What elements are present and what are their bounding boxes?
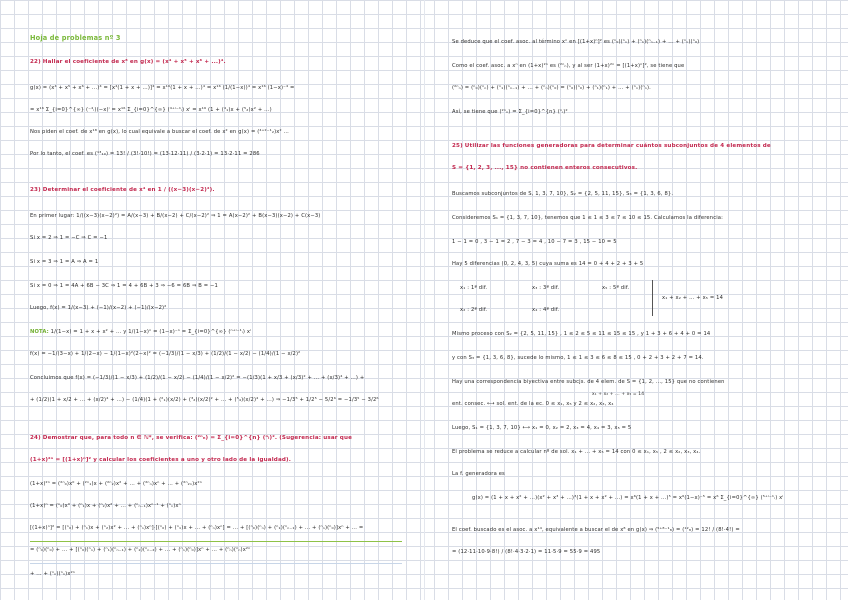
problem-22-line-1: g(x) = (x⁴ + x⁵ + x⁶ + ...)⁴ = [x⁴(1 + x + ...)]⁴ = x¹⁶(1 + x + ...)⁴ = x¹⁶ (1/(1−x))⁴ = x¹⁶ (1−x)⁻⁴ = bbox=[30, 85, 295, 91]
blue-underline bbox=[30, 563, 402, 564]
problem-24-statement-2: (1+x)²ⁿ = [(1+x)ⁿ]² y calcular los coeficientes a uno y otro lado de la igualdad). bbox=[30, 457, 292, 463]
problem-25-statement-2: S = {1, 2, 3, ..., 15} no contienen enteros consecutivos. bbox=[452, 165, 638, 171]
problem-23-line-4: Si x = 0 ⇒ 1 = 4A + 6B − 3C ⇒ 1 = 4 + 6B + 3 ⇒ −6 = 6B ⇒ B = −1 bbox=[30, 283, 218, 289]
problem-24-line-2: (1+x)ⁿ = (ⁿ₀)x⁰ + (ⁿ₁)x + (ⁿ₂)x² + ... + (ⁿₙ₋₁)xⁿ⁻¹ + (ⁿₙ)xⁿ bbox=[30, 503, 181, 509]
problem-25-line-9: Luego, S₁ = {1, 3, 7, 10} ⟷ x₁ = 0, x₂ = 2, x₃ = 4, x₄ = 3, x₅ = 5 bbox=[452, 425, 632, 431]
problem-23-line-7: Concluimos que f(x) = (−1/3)/(1 − x/3) + (1/2)/(1 − x/2) − (1/4)/(1 − x/2)² = −(1/3)(1 + x/3 + (x/3)² + ... + (x/3)⁴ + ...) + bbox=[30, 375, 365, 381]
problem-24-line-1: (1+x)²ⁿ = (²ⁿ₀)x⁰ + (²ⁿ₁)x + (²ⁿ₂)x² + ... + (²ⁿₙ)xⁿ + ... + (²ⁿ₂ₙ)x²ⁿ bbox=[30, 481, 202, 487]
problem-23-nota bbox=[30, 328, 251, 336]
problem-23-line-6: f(x) = −1/(3−x) + 1/(2−x) − 1/(1−x)²(2−x)² = (−1/3)/(1 − x/3) + (1/2)/(1 − x/2) − (1/4)/(1 − x/2)² bbox=[30, 351, 301, 357]
problem-23-line-5: Luego, f(x) = 1/(x−3) + (−1)/(x−2) + (−1)/(x−2)² bbox=[30, 305, 167, 311]
problem-25-line-1: Buscamos subconjuntos de S, 1, 3, 7, 10}, S₂ = {2, 5, 11, 15}, S₃ = {1, 3, 6, 8}. bbox=[452, 191, 674, 197]
problem-25-heading bbox=[452, 142, 771, 150]
problem-25-line-5: Mismo proceso con S₂ = {2, 5, 11, 15} , 1 ≤ 2 ≤ 5 ≤ 11 ≤ 15 ≤ 15 , y 1 + 3 + 6 + 4 + 0 = 14 bbox=[452, 331, 711, 337]
problem-23-heading bbox=[30, 186, 215, 194]
problem-25-line-6: y con S₃ = {1, 3, 6, 8}, sucede lo mismo, 1 ≤ 1 ≤ 3 ≤ 6 ≤ 8 ≤ 15 , 0 + 2 + 3 + 2 + 7 = 14. bbox=[452, 355, 704, 361]
problem-22-line-3: Nos piden el coef. de x¹⁸ en g(x), lo cual equivale a buscar el coef. de x² en g(x) = (⁴⁺²⁻¹₂)x² ... bbox=[30, 129, 289, 135]
problem-23-line-2: Si x = 2 ⇒ 1 = −C ⇒ C = −1 bbox=[30, 235, 108, 241]
green-underline bbox=[30, 541, 402, 542]
problem-24-statement: Demostrar que, para todo n ∈ ℕ*, se verifica: (²ⁿₙ) = Σ_{i=0}^{n} (ⁿᵢ)². (Sugerencia: usar que bbox=[42, 435, 353, 441]
problem-25-line-11: La f. generadora es bbox=[452, 471, 505, 477]
problem-25-line-2: Consideremos S₁ = {1, 3, 7, 10}, tenemos que 1 ≤ 1 ≤ 3 ≤ 7 ≤ 10 ≤ 15. Calculamos la diferencia: bbox=[452, 215, 724, 221]
diff-x4: x₄ : 4ª dif. bbox=[532, 307, 560, 313]
problem-23-line-8: + (1/2)(1 + x/2 + ... + (x/2)⁴ + ...) − (1/4)(1 + (²₁)(x/2) + (³₂)(x/2)² + ... + (⁵₄)(x/2)⁴ + ...) ⇒ −1/3⁵ + 1/2⁵ − 5/2⁶ = −1/3⁵ − 3/2⁶ bbox=[30, 397, 379, 403]
problem-22-number: 22) bbox=[30, 59, 41, 65]
problem-22-heading bbox=[30, 58, 226, 66]
problem-24-line-3: [(1+x)ⁿ]² = [(ⁿ₀) + (ⁿ₁)x + (ⁿ₂)x² + ... + (ⁿₙ)xⁿ]·[(ⁿ₀) + (ⁿ₁)x + ... + (ⁿₙ)xⁿ] = ... + [(ⁿ₀)(ⁿₙ) + (ⁿ₁)(ⁿₙ₋₁) + ... + (ⁿₙ)(ⁿ₀)]xⁿ + ... = bbox=[30, 525, 364, 531]
problem-22-line-2: = x¹⁶ Σ_{i=0}^{∞} (⁻⁴ᵢ)(−x)ⁱ = x¹⁶ Σ_{i=0}^{∞} (⁴⁺ⁱ⁻¹ᵢ) xⁱ = x¹⁶ (1 + (⁴₁)x + (⁵₂)x² + ...) bbox=[30, 107, 272, 113]
problem-25-line-4: Hay 5 diferencias (0, 2, 4, 3, 5) cuya suma es 14 = 0 + 4 + 2 + 3 + 5 bbox=[452, 261, 644, 267]
page-title: Hoja de problemas nº 3 bbox=[30, 34, 121, 42]
nota-text: 1/(1−x) = 1 + x + x² + ... y 1/(1−x)ⁿ = (1−x)⁻ⁿ = Σ_{i=0}^{∞} (ⁿ⁺ⁱ⁻¹ᵢ) xⁱ bbox=[50, 329, 252, 335]
problem-25-line-10: El problema se reduce a calcular nº de sol. x₁ + ... + x₅ = 14 con 0 ≤ x₁, x₅ , 2 ≤ x₂, x₃, x₄. bbox=[452, 449, 701, 455]
problem-23-number: 23) bbox=[30, 187, 41, 193]
nota-label: NOTA: bbox=[30, 329, 49, 335]
right-line-3: (²ⁿₙ) = (ⁿ₀)(ⁿₙ) + (ⁿ₁)(ⁿₙ₋₁) + ... + (ⁿₙ)(ⁿ₀) = (ⁿ₀)(ⁿ₀) + (ⁿ₁)(ⁿ₁) + ... + (ⁿₙ)(ⁿₙ). bbox=[452, 85, 651, 91]
problem-25-line-8b: x₁ + x₂ + ... + x₅ = 14 bbox=[592, 392, 645, 397]
problem-24-number: 24) bbox=[30, 435, 41, 441]
problem-23-line-1: En primer lugar: 1/((x−3)(x−2)²) = A/(x−3) + B/(x−2) + C/(x−2)² ⇒ 1 = A(x−2)² + B(x−3)(x−2) + C(x−3) bbox=[30, 213, 321, 219]
problem-24-line-5: + ... + (ⁿₙ)(ⁿₙ)x²ⁿ bbox=[30, 571, 76, 577]
problem-25-line-3: 1 − 1 = 0 , 3 − 1 = 2 , 7 − 3 = 4 , 10 − 7 = 3 , 15 − 10 = 5 bbox=[452, 239, 617, 245]
problem-23-line-3: Si x = 3 ⇒ 1 = A ⇒ A = 1 bbox=[30, 259, 99, 265]
problem-24-heading bbox=[30, 434, 352, 442]
diff-x2: x₂ : 2ª dif. bbox=[460, 307, 488, 313]
problem-25-line-12: g(x) = (1 + x + x² + ...)(x² + x³ + ...)³(1 + x + x² + ...) = x⁶(1 + x + ...)⁵ = x⁶(1−x)⁻⁵ = x⁶ Σ_{i=0}^{∞} (⁵⁺ⁱ⁻¹ᵢ) xⁱ bbox=[472, 495, 784, 501]
diff-sum: x₁ + x₂ + ... + x₅ = 14 bbox=[662, 295, 724, 301]
problem-25-line-14: = (12·11·10·9·8!) / (8!·4·3·2·1) = 11·5·9 = 55·9 = 495 bbox=[452, 549, 601, 555]
problem-25-number: 25) bbox=[452, 143, 463, 149]
right-line-2: Como el coef. asoc. a xⁿ en (1+x)²ⁿ es (²ⁿₙ), y al ser (1+x)²ⁿ = [(1+x)ⁿ]², se tiene que bbox=[452, 63, 685, 69]
problem-25-statement: Utilizar las funciones generadoras para determinar cuántos subconjuntos de 4 elementos de bbox=[464, 143, 771, 149]
brace-bar bbox=[652, 280, 653, 316]
problem-24-line-4: = (ⁿ₀)(ⁿ₀) + ... + [(ⁿ₀)(ⁿₙ) + (ⁿ₁)(ⁿₙ₋₁) + (ⁿ₂)(ⁿₙ₋₂) + ... + (ⁿₙ)(ⁿ₀)]xⁿ + ... + (ⁿₙ)(ⁿₙ)x²ⁿ bbox=[30, 547, 251, 553]
problem-25-line-7: Hay una correspondencia biyectiva entre subcjs. de 4 elem. de S = {1, 2, ..., 15} que no contienen bbox=[452, 379, 725, 385]
right-line-1: Se deduce que el coef. asoc. al término xⁿ en [(1+x)ⁿ]² es (ⁿ₀)(ⁿₙ) + (ⁿ₁)(ⁿₙ₋₁) + ... + (ⁿₙ)(ⁿ₀) bbox=[452, 39, 700, 45]
diff-x1: x₁ : 1ª dif. bbox=[460, 285, 488, 291]
problem-22-line-4: Por lo tanto, el coef. es (¹³₁₀) = 13! / (3!·10!) = (13·12·11) / (3·2·1) = 13·2·11 = 286 bbox=[30, 151, 260, 157]
problem-22-statement: Hallar el coeficiente de x⁸ en g(x) = (x⁴ + x⁵ + x⁶ + ...)⁴. bbox=[42, 59, 226, 65]
diff-x3: x₃ : 3ª dif. bbox=[532, 285, 560, 291]
problem-25-line-13: El coef. buscado es el asoc. a x¹⁴, equivalente a buscar el de x⁸ en g(x) ⇒ (⁵⁺⁸⁻¹₈) = (¹²₈) = 12! / (8!·4!) = bbox=[452, 527, 740, 533]
problem-23-statement: Determinar el coeficiente de x⁴ en 1 / ((x−3)(x−2)²). bbox=[42, 187, 215, 193]
page-fold bbox=[424, 0, 425, 600]
right-line-4: Así, se tiene que (²ⁿₙ) = Σ_{i=0}^{n} (ⁿᵢ)² bbox=[452, 109, 568, 115]
diff-x5: x₅ : 5ª dif. bbox=[602, 285, 630, 291]
problem-25-line-8: ent. consec. ⟷ sol. ent. de la ec. 0 ≤ x₁, x₅ y 2 ≤ x₂, x₃, x₄ bbox=[452, 401, 614, 407]
